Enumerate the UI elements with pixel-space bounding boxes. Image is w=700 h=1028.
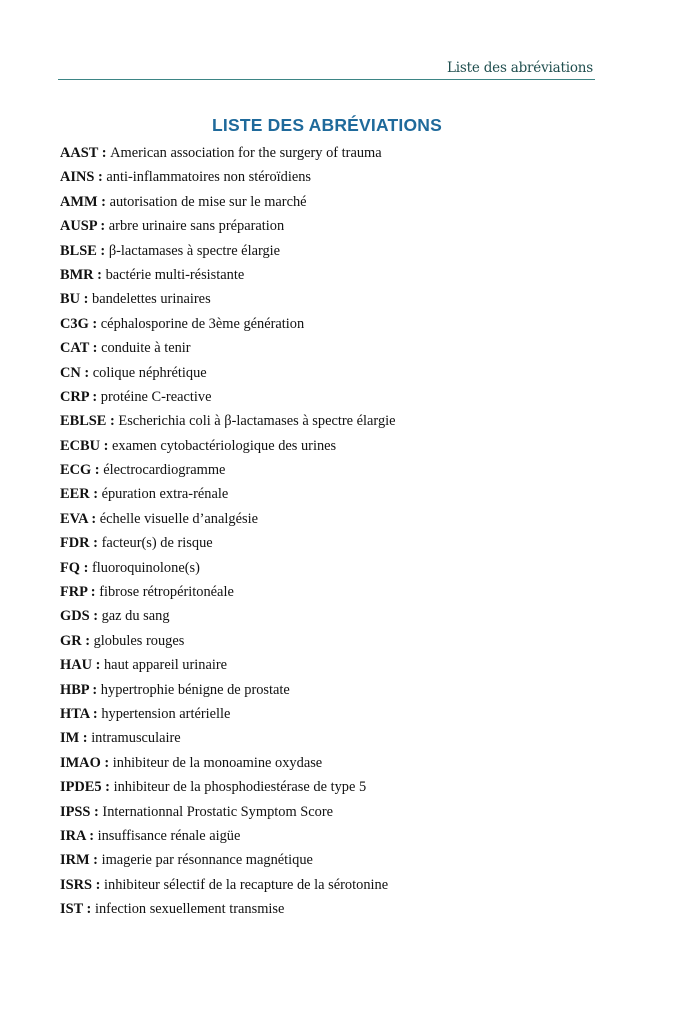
abbreviation-separator: : <box>106 413 119 430</box>
abbreviation-term: IMAO <box>60 754 101 771</box>
abbreviation-term: ECBU <box>60 437 100 454</box>
abbreviation-entry <box>60 680 396 704</box>
abbreviation-term: EER <box>60 486 90 503</box>
abbreviation-separator: : <box>100 754 113 771</box>
abbreviation-term: ISRS <box>60 876 92 893</box>
running-header <box>58 58 595 80</box>
abbreviation-separator: : <box>98 145 111 161</box>
abbreviation-term: GDS <box>60 608 90 625</box>
abbreviation-term: IM <box>60 730 80 747</box>
abbreviation-entry <box>60 509 396 533</box>
abbreviation-separator: : <box>89 705 102 722</box>
abbreviation-entry <box>60 460 396 484</box>
abbreviation-separator: : <box>81 632 94 649</box>
abbreviation-entry <box>60 265 396 289</box>
abbreviation-definition: facteur(s) de risque <box>101 535 213 552</box>
abbreviation-definition: échelle visuelle d’analgésie <box>99 510 258 527</box>
abbreviation-entry <box>60 363 396 387</box>
abbreviation-entry <box>60 655 396 679</box>
abbreviation-separator: : <box>80 291 92 308</box>
abbreviation-definition: fluoroquinolone(s) <box>91 559 200 576</box>
abbreviation-separator: : <box>88 388 101 405</box>
abbreviation-separator: : <box>90 803 103 820</box>
abbreviation-separator: : <box>93 266 106 283</box>
abbreviation-term: EBLSE <box>60 413 107 430</box>
abbreviation-separator: : <box>89 340 102 357</box>
abbreviation-entry <box>60 143 396 167</box>
abbreviation-term: CAT <box>60 340 90 357</box>
abbreviation-definition: hypertrophie bénigne de prostate <box>100 681 290 698</box>
abbreviation-definition: céphalosporine de 3ème génération <box>100 315 305 332</box>
abbreviation-entry <box>60 314 396 338</box>
abbreviation-definition: électrocardiogramme <box>103 462 226 479</box>
abbreviation-entry <box>60 167 396 191</box>
abbreviation-entry <box>60 216 396 240</box>
abbreviation-entry <box>60 802 396 826</box>
abbreviation-definition: Escherichia coli à β-lactamases à spectre élargie <box>118 413 396 430</box>
abbreviation-term: BMR <box>60 266 94 283</box>
abbreviation-separator: : <box>101 779 114 796</box>
abbreviation-definition: insuffisance rénale aigüe <box>97 827 241 844</box>
abbreviation-definition: autorisation de mise sur le marché <box>109 193 307 210</box>
abbreviation-term: EVA <box>60 510 88 527</box>
abbreviation-entry <box>60 899 396 923</box>
abbreviation-term: HAU <box>60 657 92 674</box>
abbreviation-separator: : <box>79 730 92 747</box>
abbreviation-separator: : <box>82 901 95 918</box>
abbreviation-entry <box>60 241 396 265</box>
abbreviation-term: FDR <box>60 535 90 552</box>
abbreviation-entry <box>60 728 396 752</box>
abbreviation-entry <box>60 753 396 777</box>
abbreviation-definition: fibrose rétropéritonéale <box>99 584 234 601</box>
abbreviation-definition: imagerie par résonnance magnétique <box>101 852 313 869</box>
abbreviation-term: IRA <box>60 827 86 844</box>
abbreviation-definition: Internationnal Prostatic Symptom Score <box>102 803 334 820</box>
abbreviation-definition: protéine C-reactive <box>100 388 212 405</box>
abbreviation-term: FQ <box>60 559 80 576</box>
abbreviation-separator: : <box>91 657 104 674</box>
running-header-title: Liste des abréviations <box>447 60 593 76</box>
abbreviation-definition: gaz du sang <box>101 608 170 625</box>
abbreviation-entry <box>60 289 396 313</box>
abbreviation-separator: : <box>89 535 102 552</box>
abbreviation-separator: : <box>94 169 107 186</box>
abbreviation-list <box>60 143 396 924</box>
abbreviation-term: BU <box>60 291 80 308</box>
abbreviation-definition: conduite à tenir <box>101 340 191 357</box>
abbreviation-term: HBP <box>60 681 89 698</box>
abbreviation-definition: bandelettes urinaires <box>92 291 211 308</box>
abbreviation-definition: épuration extra-rénale <box>101 486 229 503</box>
abbreviation-term: C3G <box>60 315 89 332</box>
abbreviation-definition: inhibiteur de la phosphodiestérase de type 5 <box>113 779 367 796</box>
abbreviation-term: GR <box>60 632 82 649</box>
abbreviation-term: AMM <box>60 193 98 210</box>
abbreviation-separator: : <box>87 510 100 527</box>
abbreviation-term: BLSE <box>60 242 97 259</box>
abbreviation-separator: : <box>89 852 102 869</box>
abbreviation-entry <box>60 850 396 874</box>
abbreviation-definition: globules rouges <box>93 632 185 649</box>
abbreviation-separator: : <box>87 584 100 601</box>
abbreviation-definition: bactérie multi-résistante <box>105 266 245 283</box>
abbreviation-separator: : <box>91 462 104 479</box>
abbreviation-entry <box>60 436 396 460</box>
abbreviation-entry <box>60 387 396 411</box>
abbreviation-definition: hypertension artérielle <box>101 705 231 722</box>
abbreviation-definition: anti-inflammatoires non stéroïdiens <box>106 169 312 186</box>
abbreviation-separator: : <box>99 437 112 454</box>
abbreviation-separator: : <box>96 242 109 259</box>
abbreviation-entry <box>60 777 396 801</box>
abbreviation-separator: : <box>88 681 101 698</box>
abbreviation-definition: inhibiteur sélectif de la recapture de la sérotonine <box>104 876 389 893</box>
abbreviation-term: AAST <box>60 145 99 161</box>
abbreviation-term: ECG <box>60 462 92 479</box>
abbreviation-separator: : <box>97 193 110 210</box>
abbreviation-definition: inhibiteur de la monoamine oxydase <box>112 754 323 771</box>
abbreviation-separator: : <box>89 486 102 503</box>
abbreviation-entry <box>60 558 396 582</box>
abbreviation-entry <box>60 875 396 899</box>
abbreviation-definition: colique néphrétique <box>92 364 207 381</box>
abbreviation-term: IPDE5 <box>60 779 102 796</box>
abbreviation-separator: : <box>89 608 102 625</box>
abbreviation-definition: intramusculaire <box>91 730 181 747</box>
abbreviation-term: HTA <box>60 705 90 722</box>
abbreviation-separator: : <box>92 876 104 893</box>
abbreviation-entry <box>60 533 396 557</box>
abbreviation-term: IPSS <box>60 803 91 820</box>
abbreviation-definition: arbre urinaire sans préparation <box>108 218 285 235</box>
abbreviation-term: CRP <box>60 388 89 405</box>
abbreviation-entry <box>60 631 396 655</box>
abbreviation-term: AINS <box>60 169 95 186</box>
abbreviation-entry <box>60 826 396 850</box>
abbreviation-separator: : <box>88 315 101 332</box>
abbreviation-entry <box>60 411 396 435</box>
abbreviation-separator: : <box>85 827 98 844</box>
abbreviation-entry <box>60 484 396 508</box>
abbreviation-term: CN <box>60 364 81 381</box>
page-title: LISTE DES ABRÉVIATIONS <box>212 114 442 135</box>
abbreviation-definition: haut appareil urinaire <box>103 657 228 674</box>
abbreviation-entry <box>60 582 396 606</box>
abbreviation-term: AUSP <box>60 218 97 235</box>
abbreviation-term: FRP <box>60 584 88 601</box>
abbreviation-definition: β-lactamases à spectre élargie <box>108 242 281 259</box>
abbreviation-definition: infection sexuellement transmise <box>94 901 285 918</box>
abbreviation-entry <box>60 192 396 216</box>
abbreviation-separator: : <box>80 364 93 381</box>
abbreviation-separator: : <box>96 218 109 235</box>
abbreviation-entry <box>60 606 396 630</box>
abbreviation-term: IRM <box>60 852 90 869</box>
abbreviation-term: IST <box>60 901 83 918</box>
abbreviation-definition: American association for the surgery of trauma <box>110 145 382 161</box>
abbreviation-entry <box>60 704 396 728</box>
abbreviation-definition: examen cytobactériologique des urines <box>111 437 337 454</box>
abbreviation-separator: : <box>79 559 92 576</box>
abbreviation-entry <box>60 338 396 362</box>
